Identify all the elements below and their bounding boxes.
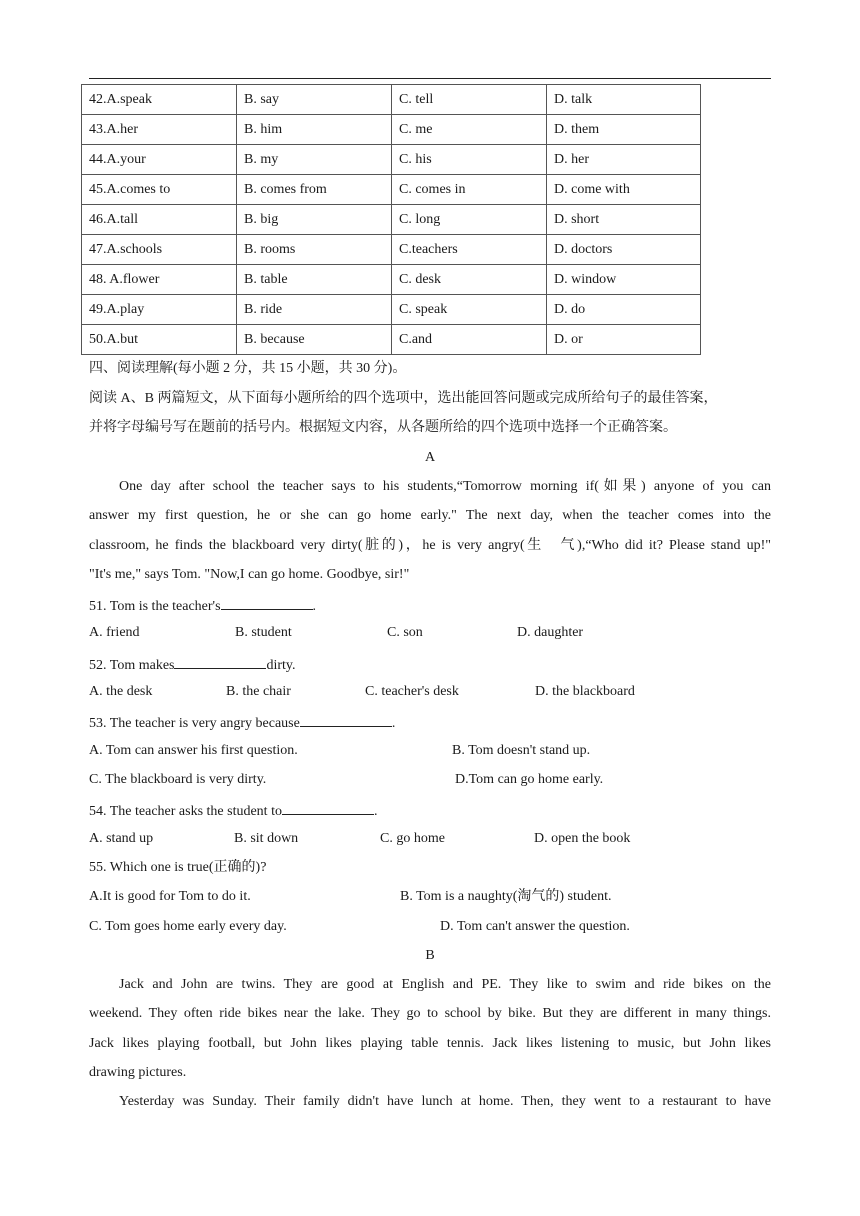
option-cell: C. desk [392,265,547,295]
option: C. The blackboard is very dirty. [89,772,267,787]
options-table [81,84,701,355]
passage-a-line: "It's me," says Tom. "Now,I can go home. Goodbye, sir!" [89,566,410,582]
passage-a-label: A [424,450,436,465]
section-heading: 四、阅读理解(每小题 2 分，共 15 小题，共 30 分)。 [89,361,407,376]
option-cell: C.teachers [392,235,547,265]
option: D. open the book [534,831,631,846]
option: D. Tom can't answer the question. [440,919,630,934]
question-52: 52. Tom makes dirty. [89,654,296,675]
option: A. the desk [89,684,153,699]
question-53: 53. The teacher is very angry because . [89,712,395,733]
option: C. teacher's desk [365,684,459,699]
question-51: 51. Tom is the teacher's . [89,595,316,616]
option: C. go home [380,831,445,846]
option: D.Tom can go home early. [455,772,604,787]
option: B. sit down [234,831,299,846]
option-cell: D. her [547,145,701,175]
option-cell: D. doctors [547,235,701,265]
options-row [82,295,701,325]
options-row [82,115,701,145]
option-cell: C. speak [392,295,547,325]
instructions-line-2: 并将字母编号写在题前的括号内。根据短文内容，从各题所给的四个选项中选择一个正确答案。 [89,420,677,435]
options-row [82,85,701,115]
option-cell: 42.A.speak [82,85,237,115]
passage-a-line: answer my first question, he or she can go home early." The next day, when the teacher comes into the [89,508,771,524]
passage-b-line: Jack and John are twins. They are good at English and PE. They like to swim and ride bikes on the [119,977,771,992]
option: B. student [235,625,292,640]
passage-a-line: One day after school the teacher says to his students,“Tomorrow morning if(如果) anyone of you can [119,479,771,494]
passage-b [89,970,771,1116]
options-row [82,325,701,355]
option: A. friend [89,625,140,640]
option-cell: B. rooms [237,235,392,265]
header-rule [89,78,771,79]
passage-a-line: classroom, he finds the blackboard very dirty(脏的)，he is very angry(生 气),“Who did it? Please stand up!" [89,537,771,553]
answer-blank [174,654,266,669]
option-cell: B. my [237,145,392,175]
option-cell: B. him [237,115,392,145]
option: B. Tom is a naughty(淘气的) student. [400,889,612,904]
passage-b-line: weekend. They often ride bikes near the lake. They go to school by bike. But they are different in many things. [89,1006,771,1022]
option-cell: D. short [547,205,701,235]
instructions-line-1: 阅读 A、B 两篇短文，从下面每小题所给的四个选项中，选出能回答问题或完成所给句子的最佳答案， [89,391,718,406]
option-cell: D. talk [547,85,701,115]
option: D. daughter [517,625,584,640]
option-cell: D. them [547,115,701,145]
option-cell: C. me [392,115,547,145]
option-cell: B. comes from [237,175,392,205]
options-row [82,175,701,205]
option-cell: 46.A.tall [82,205,237,235]
option-cell: C. tell [392,85,547,115]
option-cell: B. say [237,85,392,115]
option: B. Tom doesn't stand up. [452,743,591,758]
question-54: 54. The teacher asks the student to . [89,800,377,821]
options-row [82,265,701,295]
option-cell: 47.A.schools [82,235,237,265]
options-row [82,235,701,265]
passage-a [89,472,771,589]
option-cell: C. long [392,205,547,235]
option-cell: C. his [392,145,547,175]
passage-b-line: Jack likes playing football, but John likes playing table tennis. Jack likes listening to music, but John likes [89,1035,771,1051]
answer-blank [282,800,374,815]
option-cell: B. table [237,265,392,295]
passage-b-line: drawing pictures. [89,1064,187,1080]
option: D. the blackboard [535,684,635,699]
option: A. Tom can answer his first question. [89,743,298,758]
question-55: 55. Which one is true(正确的)? [89,860,267,875]
option-cell: 44.A.your [82,145,237,175]
passage-b-label: B [425,948,435,963]
option-cell: C. comes in [392,175,547,205]
option-cell: D. do [547,295,701,325]
option-cell: D. window [547,265,701,295]
option: B. the chair [226,684,291,699]
option-cell: B. because [237,325,392,355]
option: C. Tom goes home early every day. [89,919,287,934]
option-cell: B. ride [237,295,392,325]
option-cell: D. or [547,325,701,355]
options-row [82,205,701,235]
option-cell: 48. A.flower [82,265,237,295]
option: A.It is good for Tom to do it. [89,889,251,904]
option-cell: 45.A.comes to [82,175,237,205]
options-row [82,145,701,175]
answer-blank [221,595,313,610]
option-cell: 43.A.her [82,115,237,145]
option-cell: B. big [237,205,392,235]
option-cell: 49.A.play [82,295,237,325]
option: C. son [387,625,423,640]
option-cell: 50.A.but [82,325,237,355]
answer-blank [300,712,392,727]
option-cell: C.and [392,325,547,355]
option-cell: D. come with [547,175,701,205]
passage-b-line: Yesterday was Sunday. Their family didn't have lunch at home. Then, they went to a restaurant to have [119,1094,771,1110]
option: A. stand up [89,831,154,846]
